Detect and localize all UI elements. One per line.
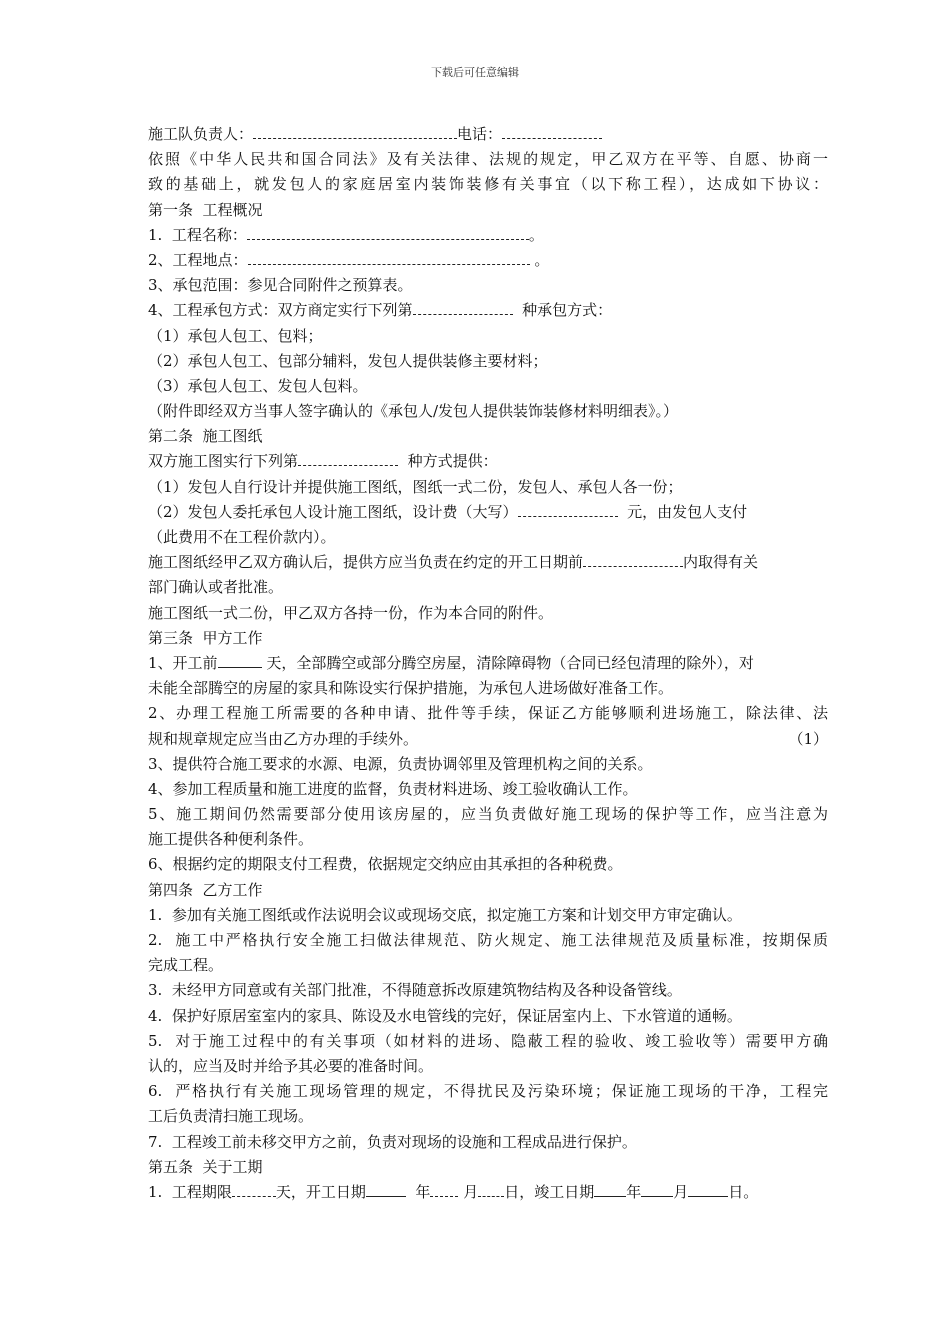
- text-line: 5. 对于施工过程中的有关事项（如材料的进场、隐蔽工程的验收、竣工验收等）需要甲方确: [148, 1031, 828, 1050]
- text-line: 7. 工程竣工前未移交甲方之前，负责对现场的设施和工程成品进行保护。: [148, 1132, 637, 1151]
- section-heading: 第五条 关于工期: [148, 1157, 263, 1176]
- text-line: 工后负责清扫施工现场。: [148, 1107, 314, 1126]
- blank-field[interactable]: [298, 452, 398, 466]
- text-line: 3. 未经甲方同意或有关部门批准，不得随意拆改原建筑物结构及各种设备管线。: [148, 981, 682, 1000]
- blank-field[interactable]: [641, 1182, 673, 1197]
- text-line: 施工提供各种便利条件。: [148, 830, 314, 849]
- blank-field[interactable]: [253, 125, 457, 139]
- text-line: （1）承包人包工、包料；: [148, 326, 323, 345]
- text-line: 2. 施工中严格执行安全施工扫做法律规范、防火规定、施工法律规范及质量标准，按期保质: [148, 931, 828, 949]
- text-line: 6. 严格执行有关施工现场管理的规定，不得扰民及污染环境；保证施工现场的干净，工程完: [148, 1082, 828, 1101]
- section-heading: 第一条 工程概况: [148, 200, 263, 219]
- blank-field[interactable]: [232, 1183, 276, 1197]
- text-line: 4、参加工程质量和施工进度的监督，负责材料进场、竣工验收确认工作。: [148, 779, 638, 798]
- blank-field[interactable]: [413, 301, 513, 315]
- blank-field[interactable]: [218, 653, 262, 668]
- contract-body: [148, 122, 828, 1205]
- text-line: 认的，应当及时并给予其必要的准备时间。: [148, 1056, 434, 1075]
- page-marker: （1）: [788, 729, 828, 748]
- text-line: 施工队负责人： 电话：: [148, 122, 828, 147]
- text-line: 双方施工图实行下列第 种方式提供：: [148, 452, 498, 471]
- blank-field[interactable]: [430, 1183, 458, 1197]
- blank-field[interactable]: [248, 251, 530, 265]
- text-line: 1. 工程名称： 。: [148, 225, 544, 244]
- blank-field[interactable]: [366, 1182, 406, 1197]
- text-line: （1）发包人自行设计并提供施工图纸，图纸一式二份，发包人、承包人各一份；: [148, 477, 683, 496]
- section-heading: 第二条 施工图纸: [148, 427, 263, 446]
- page-header: 下载后可任意编辑: [431, 66, 519, 79]
- text-line: 5、施工期间仍然需要部分使用该房屋的，应当负责做好施工现场的保护等工作，应当注意为: [148, 805, 828, 824]
- blank-field[interactable]: [583, 553, 683, 567]
- text-line: （2）承包人包工、包部分辅料，发包人提供装修主要材料；: [148, 351, 548, 370]
- text-line: 规和规章规定应当由乙方办理的手续外。 （1）: [148, 727, 828, 752]
- text-line: 1. 工程期限 天，开工日期 年 月 日，竣工日期 年 月 日。: [148, 1182, 759, 1201]
- text-line: （2）发包人委托承包人设计施工图纸，设计费（大写） 元，由发包人支付: [148, 502, 748, 521]
- blank-field[interactable]: [518, 503, 618, 517]
- text-line: 施工图纸一式二份，甲乙双方各持一份，作为本合同的附件。: [148, 603, 554, 622]
- section-heading: 第三条 甲方工作: [148, 628, 263, 647]
- text-line: 完成工程。: [148, 956, 224, 975]
- text-line: 施工图纸经甲乙双方确认后，提供方应当负责在约定的开工日期前 内取得有关: [148, 553, 759, 572]
- section-heading: 第四条 乙方工作: [148, 880, 263, 899]
- text-line: 6、根据约定的期限支付工程费，依据规定交纳应由其承担的各种税费。: [148, 855, 623, 874]
- text-line: 4. 保护好原居室室内的家具、陈设及水电管线的完好，保证居室内上、下水管道的通畅。: [148, 1006, 742, 1025]
- text-line: （3）承包人包工、发包人包料。: [148, 376, 368, 395]
- blank-field[interactable]: [247, 226, 529, 240]
- text-line: 2、办理工程施工所需要的各种申请、批件等手续，保证乙方能够顺利进场施工，除法律、法: [148, 704, 828, 723]
- blank-field[interactable]: [594, 1182, 626, 1197]
- text-line: 2、工程地点： 。: [148, 250, 550, 269]
- text-line: （此费用不在工程价款内）。: [148, 528, 336, 546]
- text-line: 依照《中华人民共和国合同法》及有关法律、法规的规定，甲乙双方在平等、自愿、协商一: [148, 150, 828, 169]
- text-line: 未能全部腾空的房屋的家具和陈设实行保护措施，为承包人进场做好准备工作。: [148, 679, 674, 698]
- text-line: 3、承包范围：参见合同附件之预算表。: [148, 276, 413, 295]
- text-line: 致的基础上，就发包人的家庭居室内装饰装修有关事宜（以下称工程），达成如下协议：: [148, 175, 828, 194]
- text-line: 1、开工前 天，全部腾空或部分腾空房屋，清除障碍物（合同已经包清理的除外），对: [148, 653, 754, 672]
- text-line: 4、工程承包方式：双方商定实行下列第 种承包方式：: [148, 301, 613, 320]
- text-line: 3、提供符合施工要求的水源、电源，负责协调邻里及管理机构之间的关系。: [148, 754, 653, 773]
- blank-field[interactable]: [502, 125, 602, 139]
- text-line: 部门确认或者批准。: [148, 578, 284, 597]
- text-line: （附件即经双方当事人签字确认的《承包人/发包人提供装饰装修材料明细表》。）: [148, 402, 679, 421]
- text-line: 1. 参加有关施工图纸或作法说明会议或现场交底，拟定施工方案和计划交甲方审定确认。: [148, 905, 742, 924]
- blank-field[interactable]: [478, 1183, 504, 1197]
- blank-field[interactable]: [688, 1182, 728, 1197]
